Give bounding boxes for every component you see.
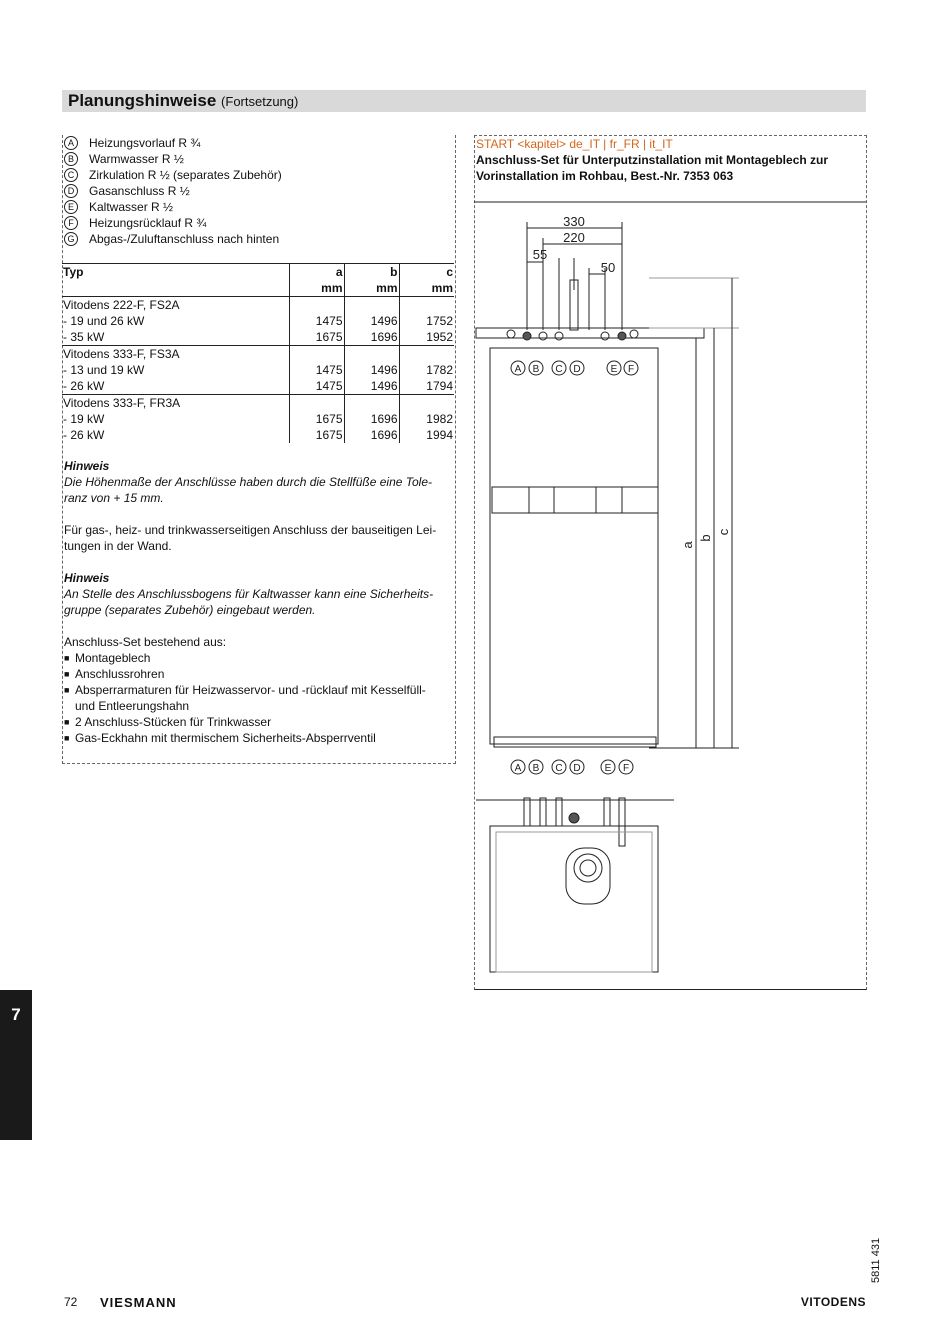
list-item [64,730,452,746]
gas-fitting [569,813,579,823]
height-dimensions [649,278,739,748]
row-label: - 19 kW [63,412,105,426]
hinweis-note-1 [64,458,452,506]
mounting-plate [476,328,704,338]
empty-cell [399,297,454,314]
row-label: - 19 und 26 kW [63,314,145,328]
empty-cell [289,297,344,314]
cell-c: 1782 [399,362,454,378]
table-row [62,411,454,427]
header-b: b [344,264,399,281]
legend-item [64,151,282,167]
connection-fitting [601,332,609,340]
unit-b: mm [344,280,399,297]
table-group-row [62,297,454,314]
empty-cell [289,346,344,363]
legend-text: Warmwasser R ½ [89,152,184,166]
dim-label-220: 220 [563,230,585,245]
list-text: Gas-Eckhahn mit thermischem Sicherheits-Absperrventil [75,731,376,745]
hinweis-note-2 [64,570,452,618]
legend-text: Zirkulation R ½ (separates Zubehör) [89,168,282,182]
empty-cell [399,395,454,412]
list-item [64,666,452,682]
table-unit-row [62,280,454,297]
table-header-row [62,264,454,281]
empty-cell [399,346,454,363]
subtitle-text: (Fortsetzung) [221,94,299,109]
label-f: F [627,364,635,375]
empty-cell [62,280,289,297]
table-group-row [62,346,454,363]
list-text: Montageblech [75,651,151,665]
group-name: Vitodens 333-F, FS3A [63,347,180,361]
cell-b: 1496 [344,378,399,395]
label-e: E [610,364,618,375]
legend-item [64,199,282,215]
bullet-icon: ■ [64,685,70,695]
list-text: Anschlussrohren [75,667,165,681]
table-row [62,427,454,443]
boiler-top-view [490,826,658,972]
label-a: A [514,364,522,375]
pipe [556,798,562,826]
label-c: C [555,364,563,375]
label-circle: B [64,152,78,166]
cell-a: 1675 [289,427,344,443]
empty-cell [344,297,399,314]
label-circle: E [64,200,78,214]
unit-c: mm [399,280,454,297]
legend-item [64,167,282,183]
boiler-top-inner [496,832,652,972]
legend-item [64,135,282,151]
cell-b: 1696 [344,427,399,443]
legend-item [64,231,282,247]
unit-a: mm [289,280,344,297]
brand-logo: VIESMANN [100,1295,177,1310]
connection-legend [64,135,282,247]
product-name: VITODENS [800,1295,866,1309]
table-row [62,378,454,395]
table-row [62,313,454,329]
section-title [476,152,864,184]
top-view-connection-labels [511,760,633,774]
empty-cell [344,346,399,363]
pipe [524,798,530,826]
dim-label-330: 330 [563,214,585,229]
group-name: Vitodens 333-F, FR3A [63,396,181,410]
list-item [64,650,452,666]
cell-b: 1696 [344,411,399,427]
connection-paragraph [64,522,452,554]
dim-label-a: a [680,541,695,549]
legend-text: Heizungsvorlauf R ¾ [89,136,201,150]
cell-c: 1952 [399,329,454,346]
label-circle: G [64,232,78,246]
bullet-icon: ■ [64,653,70,663]
section-title-line: Anschluss-Set für Unterputzinstallation mit Montageblech zur [476,153,829,167]
label-d: D [573,763,581,774]
cell-a: 1675 [289,329,344,346]
bullet-spacer [64,698,75,714]
dim-label-50: 50 [600,260,616,275]
connection-fitting [555,332,563,340]
list-item [64,714,452,730]
dim-label-b: b [698,534,713,542]
control-panel [492,487,658,513]
boiler-front [490,348,658,744]
front-connection-labels [511,361,638,375]
pipe [619,798,625,846]
boiler-plinth [494,737,656,747]
cell-b: 1696 [344,329,399,346]
bullet-icon: ■ [64,669,70,679]
table-group-row [62,395,454,412]
flue-inner-circle [580,860,596,876]
label-circle: A [64,136,78,150]
legend-text: Heizungsrücklauf R ¾ [89,216,207,230]
label-b: B [532,364,540,375]
group-name: Vitodens 222-F, FS2A [63,298,180,312]
label-circle: F [64,216,78,230]
header-typ: Typ [62,264,289,281]
empty-cell [289,395,344,412]
list-item-continuation [64,698,452,714]
cell-a: 1475 [289,378,344,395]
cell-c: 1994 [399,427,454,443]
bullet-icon: ■ [64,717,70,727]
label-f: F [622,763,630,774]
label-d: D [573,364,581,375]
chapter-number: 7 [11,1005,21,1024]
cell-b: 1496 [344,362,399,378]
cell-a: 1475 [289,362,344,378]
connection-fitting [539,332,547,340]
paragraph-text: Für gas-, heiz- und trinkwasserseitigen Anschluss der bauseitigen Lei- [64,523,437,537]
table-row [62,329,454,346]
empty-cell [344,395,399,412]
cell-c: 1752 [399,313,454,329]
dimensions-table [62,263,454,443]
label-circle: C [64,168,78,182]
dim-label-55: 55 [532,247,548,262]
plate-hole [507,330,515,338]
start-marker: START <kapitel> de_IT | fr_FR | it_IT [476,137,673,151]
cell-b: 1496 [344,313,399,329]
header-c: c [399,264,454,281]
list-item [64,682,452,698]
legend-item [64,215,282,231]
page-title [68,91,298,111]
note-text: gruppe (separates Zubehör) eingebaut werden. [64,603,316,617]
connection-fitting [523,332,531,340]
top-dimensions [527,214,622,330]
cell-c: 1982 [399,411,454,427]
row-label: - 13 und 19 kW [63,363,145,377]
connection-fitting [618,332,626,340]
title-text: Planungshinweise [68,91,217,110]
paragraph-text: tungen in der Wand. [64,539,172,553]
row-label: - 35 kW [62,329,289,346]
list-text: Absperrarmaturen für Heizwasservor- und -rücklauf mit Kesselfüll- [75,683,426,697]
row-label: - 26 kW [63,428,105,442]
note-heading: Hinweis [64,571,110,585]
set-contents [64,634,452,746]
legend-text: Gasanschluss R ½ [89,184,190,198]
label-circle: D [64,184,78,198]
dim-label-c: c [716,528,731,536]
header-a: a [289,264,344,281]
plate-hole [630,330,638,338]
label-e: E [604,763,612,774]
section-title-line: Vorinstallation im Rohbau, Best.-Nr. 7353 063 [476,169,734,183]
note-text: Die Höhenmaße der Anschlüsse haben durch die Stellfüße eine Tole- [64,475,432,489]
page-number: 72 [64,1295,78,1309]
table-row [62,362,454,378]
note-heading: Hinweis [64,459,110,473]
label-b: B [532,763,540,774]
legend-item [64,183,282,199]
label-c: C [555,763,563,774]
top-view-pipes [524,798,625,846]
pipe [604,798,610,826]
document-number: 5811 431 [870,1237,882,1283]
list-text: 2 Anschluss-Stücken für Trinkwasser [75,715,272,729]
label-a: A [514,763,522,774]
legend-text: Abgas-/Zuluftanschluss nach hinten [89,232,280,246]
note-text: An Stelle des Anschlussbogens für Kaltwasser kann eine Sicherheits- [64,587,434,601]
pipe [540,798,546,826]
installation-drawing [474,200,866,990]
list-text: und Entleerungshahn [75,699,190,713]
legend-text: Kaltwasser R ½ [89,200,174,214]
bullet-icon: ■ [64,733,70,743]
set-heading: Anschluss-Set bestehend aus: [64,635,227,649]
cell-c: 1794 [399,378,454,395]
note-text: ranz von + 15 mm. [64,491,164,505]
cell-a: 1475 [289,313,344,329]
row-label: - 26 kW [62,378,289,395]
flue-circle [574,854,602,882]
cell-a: 1675 [289,411,344,427]
